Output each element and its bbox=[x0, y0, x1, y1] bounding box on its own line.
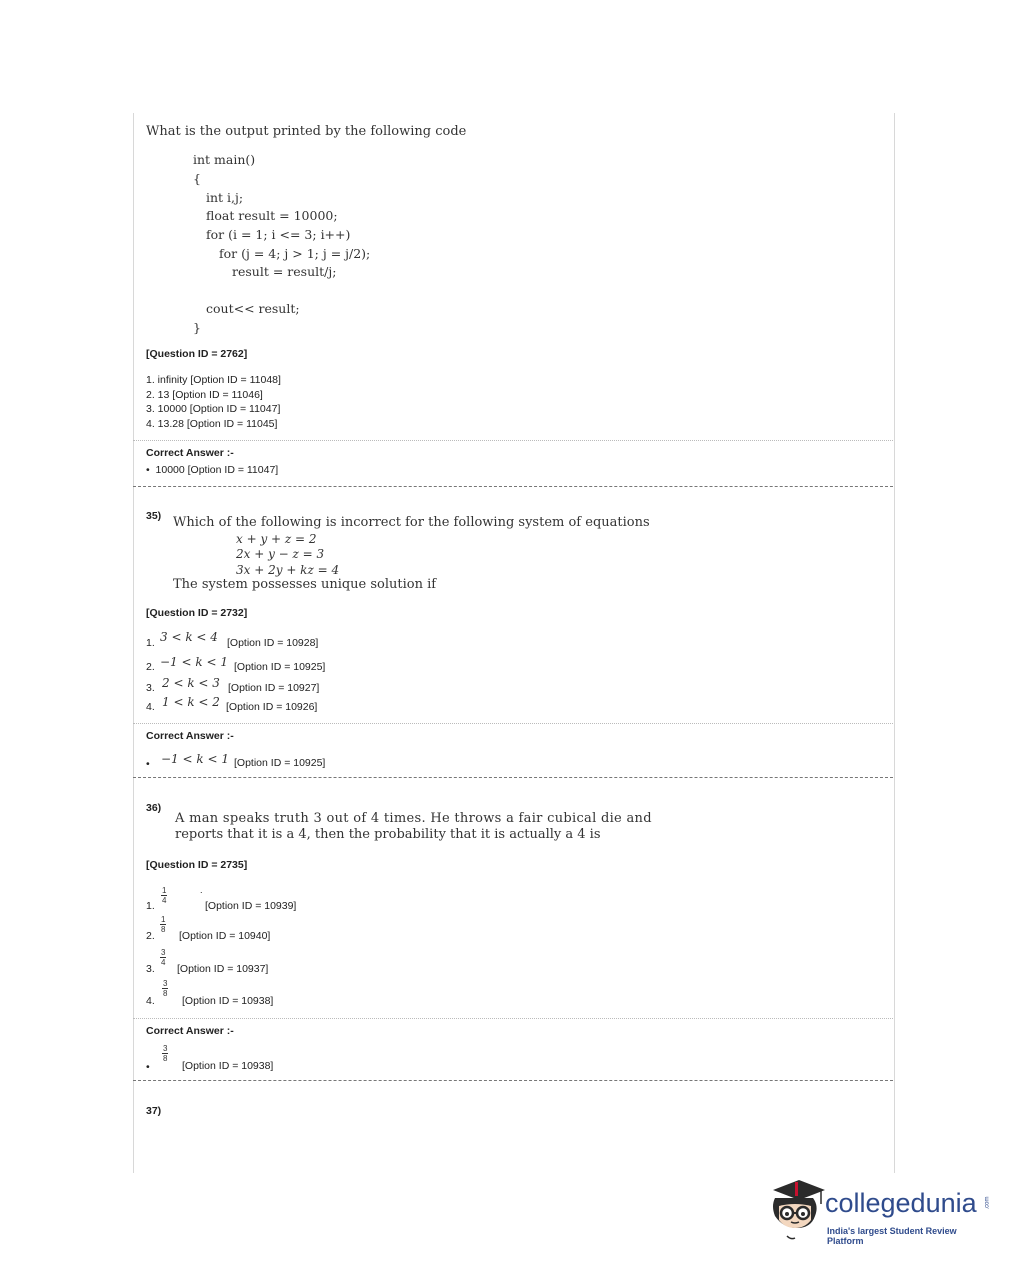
brand-tagline: India's largest Student Review Platform bbox=[827, 1226, 957, 1246]
q35-option-1-id: [Option ID = 10928] bbox=[227, 637, 319, 649]
q35-option-3-id: [Option ID = 10927] bbox=[228, 682, 320, 694]
stray-dot: . bbox=[200, 885, 203, 895]
q37-number: 37) bbox=[146, 1105, 162, 1117]
bullet: • bbox=[146, 1061, 150, 1073]
q34-option-2: 2. 13 [Option ID = 11046] bbox=[146, 389, 263, 401]
code-line: int i,j; bbox=[206, 190, 244, 205]
q35-equation-2: 2x + y − z = 3 bbox=[236, 547, 325, 561]
q35-option-4-expr: 1 < k < 2 bbox=[162, 695, 220, 709]
q36-prompt-line-1: A man speaks truth 3 out of 4 times. He throws a fair cubical die and bbox=[175, 811, 652, 826]
q35-prompt-2: The system possesses unique solution if bbox=[173, 577, 437, 592]
numerator: 1 bbox=[161, 915, 166, 924]
q35-question-id: [Question ID = 2732] bbox=[146, 607, 248, 619]
question-separator bbox=[133, 486, 893, 487]
q36-option-2-id: [Option ID = 10940] bbox=[179, 930, 271, 942]
q35-equation-3: 3x + 2y + kz = 4 bbox=[236, 563, 340, 577]
q36-option-3-num: 3. bbox=[146, 963, 155, 975]
divider bbox=[133, 1018, 893, 1019]
numerator: 3 bbox=[161, 948, 166, 957]
denominator: 8 bbox=[163, 989, 168, 998]
mascot-icon bbox=[765, 1176, 827, 1246]
q35-prompt: Which of the following is incorrect for the following system of equations bbox=[173, 515, 650, 530]
q35-option-2-id: [Option ID = 10925] bbox=[234, 661, 326, 673]
q35-option-1-expr: 3 < k < 4 bbox=[160, 630, 218, 644]
q34-prompt: What is the output printed by the following code bbox=[146, 124, 467, 139]
numerator: 1 bbox=[162, 886, 167, 895]
q36-option-4-fraction bbox=[162, 979, 168, 998]
numerator: 3 bbox=[163, 1044, 168, 1053]
code-line: result = result/j; bbox=[232, 264, 337, 279]
q36-option-1-id: [Option ID = 10939] bbox=[205, 900, 297, 912]
numerator: 3 bbox=[163, 979, 168, 988]
question-separator bbox=[133, 1080, 893, 1081]
code-line: cout<< result; bbox=[206, 301, 300, 316]
q35-correct-id: [Option ID = 10925] bbox=[234, 757, 326, 769]
brand-suffix: .com bbox=[984, 1196, 991, 1210]
denominator: 8 bbox=[161, 925, 166, 934]
q35-option-4-id: [Option ID = 10926] bbox=[226, 701, 318, 713]
q36-option-3-id: [Option ID = 10937] bbox=[177, 963, 269, 975]
q36-option-4-id: [Option ID = 10938] bbox=[182, 995, 274, 1007]
q36-option-3-fraction bbox=[160, 948, 166, 967]
q36-option-1-fraction bbox=[161, 886, 167, 905]
divider bbox=[133, 723, 893, 724]
code-line: for (j = 4; j > 1; j = j/2); bbox=[219, 246, 371, 261]
code-line: for (i = 1; i <= 3; i++) bbox=[206, 227, 351, 242]
q36-correct-label: Correct Answer :- bbox=[146, 1025, 234, 1037]
q34-correct-text: 10000 [Option ID = 11047] bbox=[155, 464, 279, 476]
q36-correct-fraction bbox=[162, 1044, 168, 1063]
q35-option-2-expr: −1 < k < 1 bbox=[160, 655, 228, 669]
q35-option-1-num: 1. bbox=[146, 637, 155, 649]
q35-correct-expr: −1 < k < 1 bbox=[161, 752, 229, 766]
denominator: 4 bbox=[161, 958, 166, 967]
code-line: } bbox=[193, 320, 201, 335]
q34-option-3: 3. 10000 [Option ID = 11047] bbox=[146, 403, 281, 415]
divider bbox=[133, 440, 893, 441]
q35-number: 35) bbox=[146, 510, 162, 522]
denominator: 4 bbox=[162, 896, 167, 905]
code-line: int main() bbox=[193, 152, 256, 167]
q36-option-1-num: 1. bbox=[146, 900, 155, 912]
q35-equation-1: x + y + z = 2 bbox=[236, 532, 317, 546]
q34-option-1: 1. infinity [Option ID = 11048] bbox=[146, 374, 281, 386]
bullet: • bbox=[146, 758, 150, 770]
q36-number: 36) bbox=[146, 802, 162, 814]
q36-option-4-num: 4. bbox=[146, 995, 155, 1007]
brand-name: collegedunia bbox=[825, 1188, 977, 1218]
q34-question-id: [Question ID = 2762] bbox=[146, 348, 248, 360]
q36-option-2-fraction bbox=[160, 915, 166, 934]
q36-correct-id: [Option ID = 10938] bbox=[182, 1060, 274, 1072]
q36-question-id: [Question ID = 2735] bbox=[146, 859, 248, 871]
q36-option-2-num: 2. bbox=[146, 930, 155, 942]
denominator: 8 bbox=[163, 1054, 168, 1063]
q34-correct-label: Correct Answer :- bbox=[146, 447, 234, 459]
q35-option-3-expr: 2 < k < 3 bbox=[162, 676, 220, 690]
q35-option-4-num: 4. bbox=[146, 701, 155, 713]
q36-prompt-line-2: reports that it is a 4, then the probability that it is actually a 4 is bbox=[175, 827, 601, 842]
q34-correct-answer: • 10000 [Option ID = 11047] bbox=[146, 464, 279, 476]
q35-option-2-num: 2. bbox=[146, 661, 155, 673]
question-separator bbox=[133, 777, 893, 778]
code-line: { bbox=[193, 171, 201, 186]
collegedunia-logo bbox=[765, 1176, 995, 1248]
q35-option-3-num: 3. bbox=[146, 682, 155, 694]
q34-option-4: 4. 13.28 [Option ID = 11045] bbox=[146, 418, 278, 430]
q35-correct-label: Correct Answer :- bbox=[146, 730, 234, 742]
code-line: float result = 10000; bbox=[206, 208, 338, 223]
